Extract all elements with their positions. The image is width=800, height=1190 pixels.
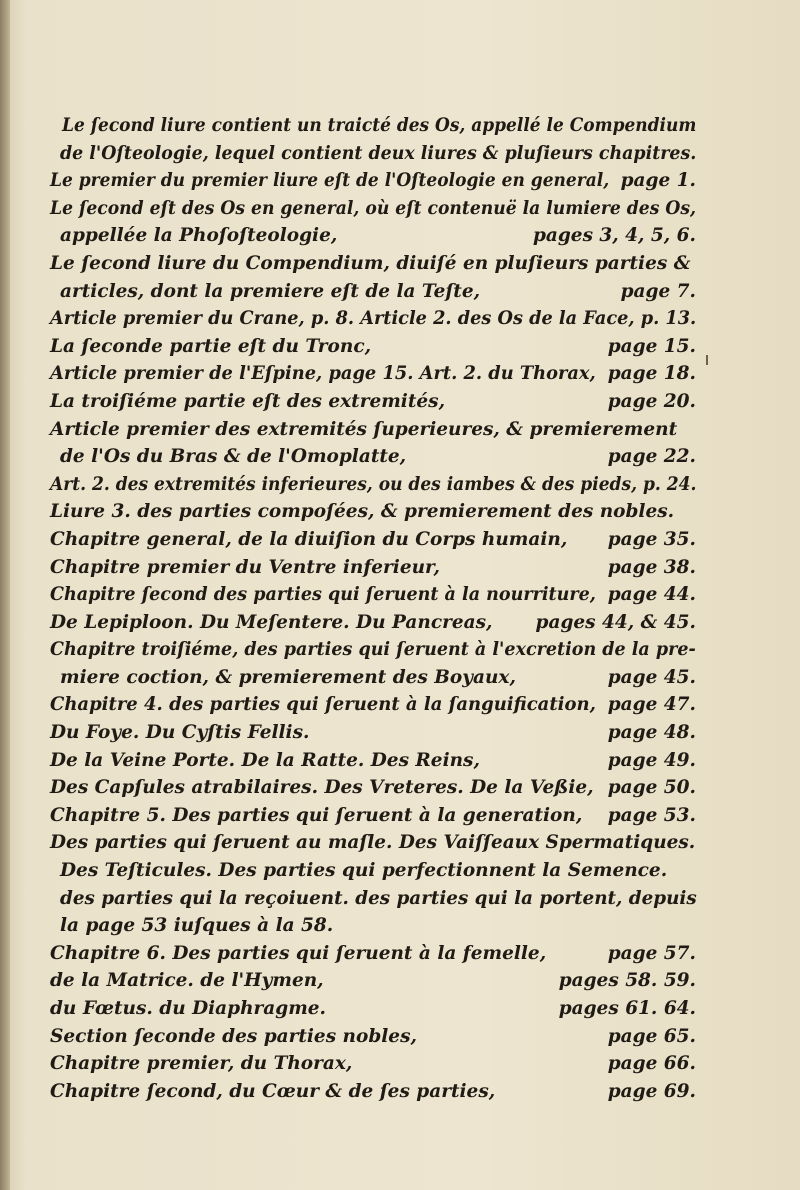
toc-entry: [34, 747, 696, 775]
toc-entry: [34, 112, 696, 140]
toc-entry: [34, 498, 696, 526]
toc-entry-text: Article premier du Crane, p. 8. Article 2. des Os de la Face, p. 13.: [50, 308, 697, 330]
toc-entry-text: Le ſecond liure contient un traicté des Os, appellé le Compendium: [62, 115, 697, 136]
toc-entry-page: page 49.: [607, 749, 696, 771]
toc-entry: [34, 471, 696, 499]
toc-entry: [34, 526, 696, 554]
toc-entry: [34, 1023, 696, 1051]
toc-entry: [34, 305, 696, 333]
toc-entry-text: Chapitre 6. Des parties qui ſeruent à la femelle,: [50, 942, 547, 964]
toc-entry-page: page 57.: [607, 942, 696, 964]
toc-entry-page: page 38.: [607, 556, 696, 578]
toc-entry-page: page 48.: [607, 722, 696, 744]
toc-entry: [34, 912, 696, 940]
toc-entry-text: Le ſecond eſt des Os en general, où eſt contenuë la lumiere des Os,: [50, 197, 696, 219]
toc-entry-page: pages 3, 4, 5, 6.: [532, 225, 696, 247]
toc-entry-text: Section ſeconde des parties nobles,: [50, 1025, 417, 1047]
toc-entry-text: des parties qui la reçoiuent. des parties qui la portent, depuis: [60, 887, 697, 909]
toc-entry-text: Art. 2. des extremités inferieures, ou des iambes & des pieds, p. 24.: [50, 473, 697, 495]
toc-entry-page: page 20.: [607, 390, 696, 412]
margin-mark: [706, 355, 708, 365]
toc-entry: [34, 609, 696, 637]
toc-entry: [34, 222, 696, 250]
toc-entry-page: page 44.: [607, 584, 696, 606]
toc-entry: [34, 719, 696, 747]
toc-entry-text: articles, dont la premiere eſt de la Teſte,: [60, 280, 481, 302]
toc-entry-text: Des Teſticules. Des parties qui perfectionnent la Semence.: [60, 860, 668, 882]
toc-entry: [34, 636, 696, 664]
toc-entry: [34, 443, 696, 471]
toc-entry: [34, 664, 696, 692]
toc-entry: [34, 278, 696, 306]
toc-entry-text: Liure 3. des parties compoſées, & premierement des nobles.: [50, 501, 675, 523]
toc-entry-page: pages 58. 59.: [558, 970, 696, 992]
toc-entry: [34, 416, 696, 444]
toc-entry: [34, 360, 696, 388]
toc-entry-page: page 1.: [620, 170, 696, 192]
toc-entry-page: page 45.: [607, 666, 696, 688]
toc-entry-page: page 66.: [607, 1053, 696, 1075]
toc-entry-page: pages 61. 64.: [558, 998, 696, 1019]
table-of-contents: [34, 112, 696, 1105]
toc-entry: [34, 554, 696, 582]
toc-entry: [34, 995, 696, 1023]
toc-entry-text: Chapitre ſecond des parties qui ſeruent à la nourriture,: [50, 584, 596, 606]
toc-entry: [34, 140, 696, 168]
toc-entry-text: Chapitre 4. des parties qui ſeruent à la ſanguification,: [50, 694, 596, 716]
toc-entry: [34, 940, 696, 968]
toc-entry: [34, 1078, 696, 1106]
toc-entry: [34, 195, 696, 223]
toc-entry-text: Article premier des extremités ſuperieures, & premierement: [50, 418, 678, 440]
toc-entry: [34, 691, 696, 719]
toc-entry: [34, 167, 696, 195]
toc-entry-text: Chapitre 5. Des parties qui ſeruent à la generation,: [50, 804, 583, 826]
toc-entry-text: Article premier de l'Eſpine, page 15. Art. 2. du Thorax,: [50, 363, 596, 385]
toc-entry: [34, 1050, 696, 1078]
toc-entry-page: page 69.: [607, 1080, 696, 1102]
toc-entry-text: Des Capſules atrabilaires. Des Vreteres. De la Veßie,: [50, 777, 594, 799]
toc-entry-page: page 7.: [620, 280, 696, 302]
toc-entry-page: pages 44, & 45.: [535, 611, 696, 633]
page-gutter: [0, 0, 10, 1190]
toc-entry: [34, 967, 696, 995]
toc-entry-page: page 22.: [607, 446, 696, 468]
toc-entry-text: miere coction, & premierement des Boyaux,: [60, 666, 516, 688]
toc-entry-page: page 53.: [607, 804, 696, 826]
toc-entry-text: De la Veine Porte. De la Ratte. Des Reins,: [50, 749, 480, 771]
toc-entry-page: page 65.: [607, 1025, 696, 1047]
toc-entry-text: de la Matrice. de l'Hymen,: [50, 970, 324, 992]
toc-entry: [34, 250, 696, 278]
toc-entry-text: la page 53 iuſques à la 58.: [60, 915, 334, 937]
toc-entry-text: Le premier du premier liure eſt de l'Oſteologie en general,: [50, 170, 610, 192]
toc-entry-text: La troiſiéme partie eſt des extremités,: [50, 390, 446, 412]
toc-entry-text: De Lepiploon. Du Meſentere. Du Pancreas,: [50, 611, 493, 633]
toc-entry-page: page 15.: [607, 335, 696, 357]
toc-entry-page: page 47.: [607, 694, 696, 716]
toc-entry: [34, 388, 696, 416]
toc-entry-page: page 35.: [607, 528, 696, 550]
toc-entry: [34, 829, 696, 857]
toc-entry: [34, 774, 696, 802]
toc-entry-text: Chapitre premier du Ventre inferieur,: [50, 556, 440, 578]
toc-entry-text: de l'Os du Bras & de l'Omoplatte,: [60, 446, 407, 468]
toc-entry-page: page 18.: [607, 363, 696, 385]
toc-entry: [34, 857, 696, 885]
toc-entry: [34, 885, 696, 913]
toc-entry: [34, 333, 696, 361]
toc-entry-text: Du Foye. Du Cyſtis Fellis.: [50, 722, 310, 744]
toc-entry-text: La ſeconde partie eſt du Tronc,: [50, 335, 372, 357]
toc-entry-text: Le ſecond liure du Compendium, diuiſé en pluſieurs parties &: [50, 252, 691, 274]
toc-entry-page: page 50.: [607, 777, 696, 799]
toc-entry: [34, 581, 696, 609]
toc-entry-text: Chapitre ſecond, du Cœur & de ſes parties,: [50, 1080, 496, 1102]
toc-entry-text: appellée la Phoſoſteologie,: [60, 225, 338, 247]
toc-entry-text: Chapitre troiſiéme, des parties qui ſeruent à l'excretion de la pre-: [50, 639, 696, 661]
toc-entry-text: du Fœtus. du Diaphragme.: [50, 998, 326, 1019]
toc-entry-text: Des parties qui ſeruent au maſle. Des Vaiſſeaux Spermatiques.: [50, 832, 696, 854]
toc-entry-text: de l'Oſteologie, lequel contient deux liures & pluſieurs chapitres.: [60, 142, 697, 164]
toc-entry-text: Chapitre general, de la diuiſion du Corps humain,: [50, 528, 568, 550]
toc-entry: [34, 802, 696, 830]
toc-entry-text: Chapitre premier, du Thorax,: [50, 1053, 353, 1075]
